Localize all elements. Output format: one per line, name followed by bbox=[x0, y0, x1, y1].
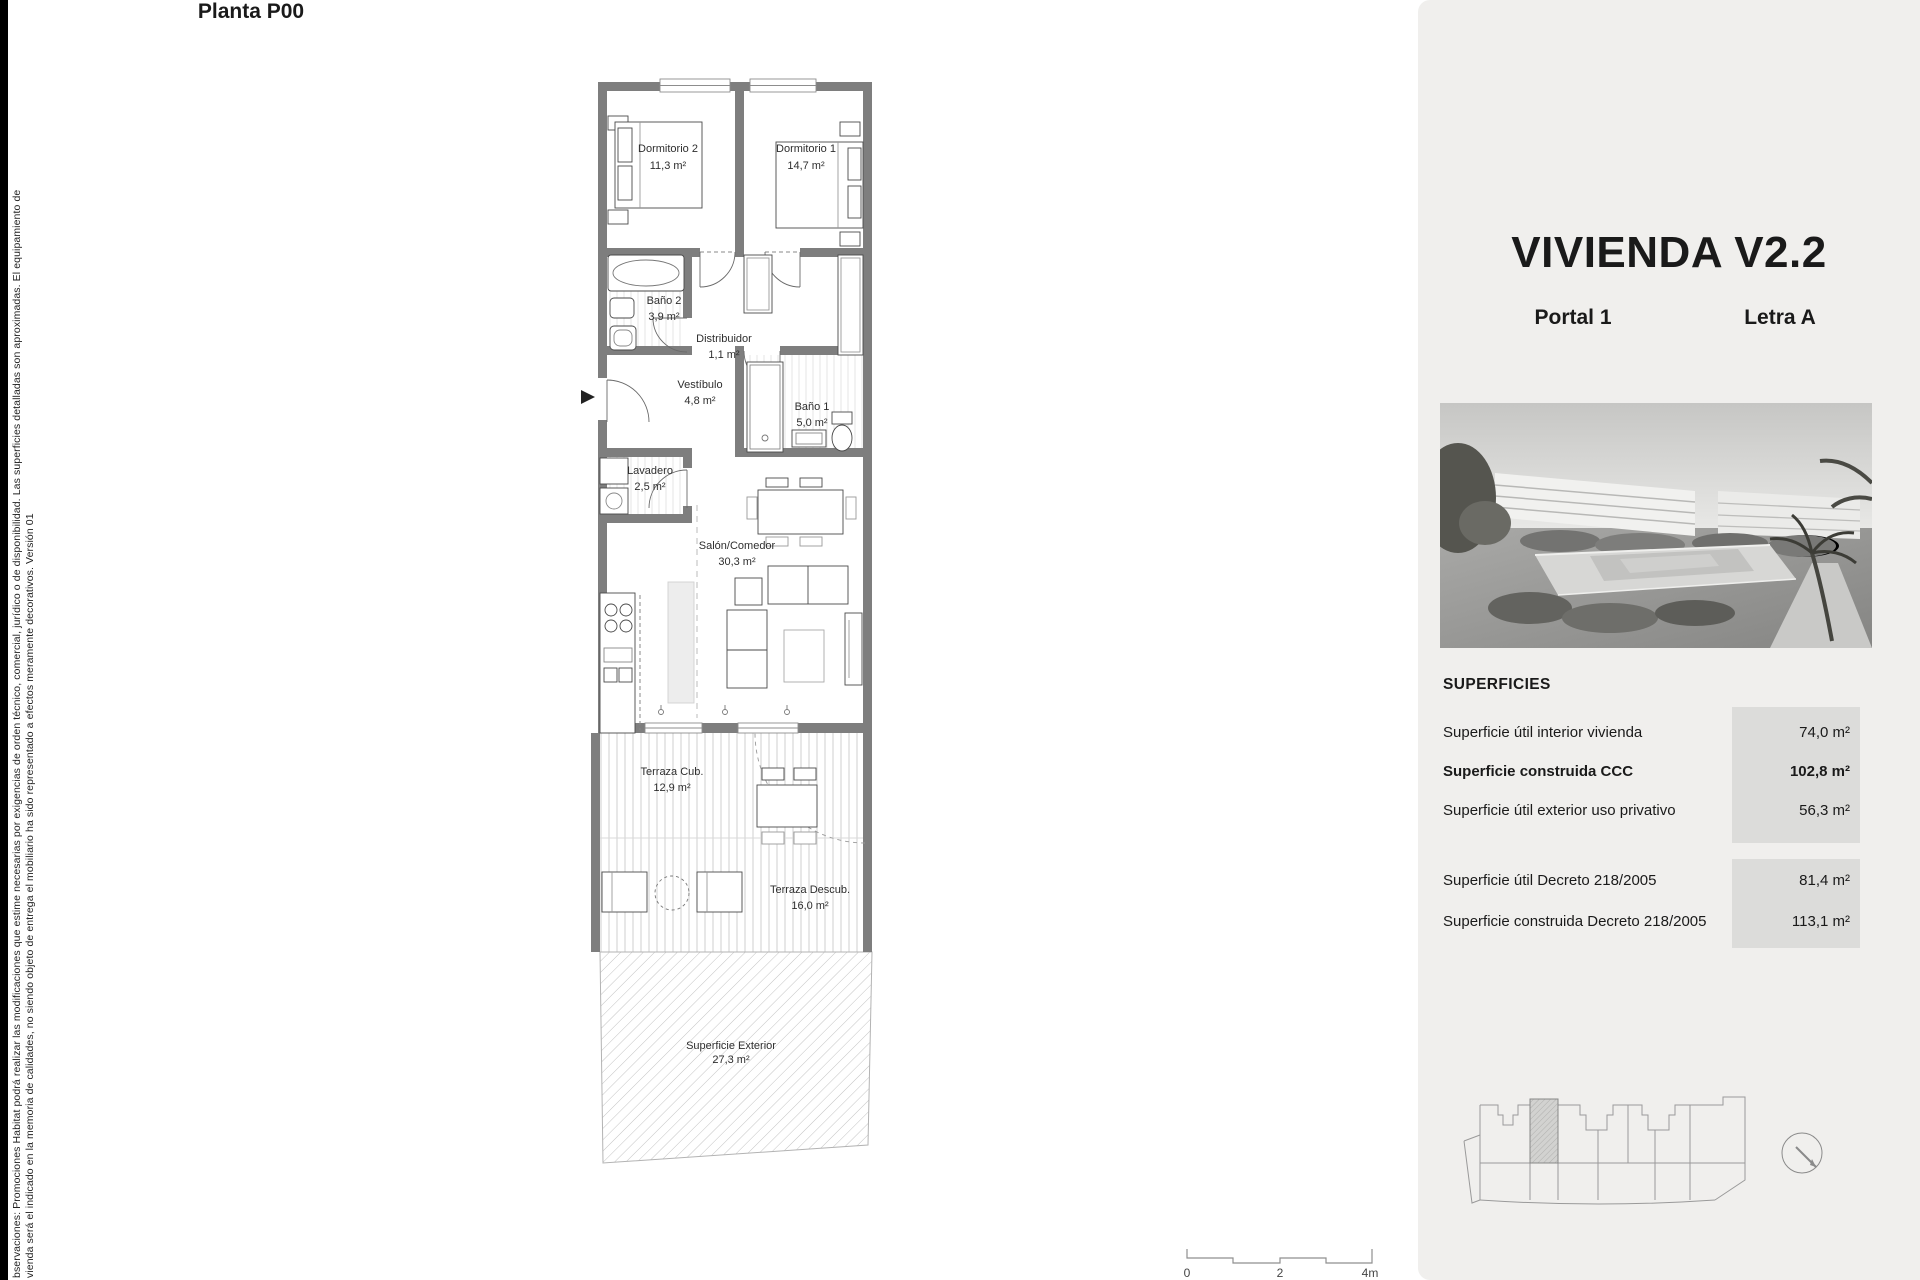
keyplan-outline bbox=[1464, 1097, 1745, 1204]
disclaimer-line-2: vienda será el indicado en la memoria de calidades, no siendo objeto de entrega el mobiliario ha sido representado a efectos meramente decorativos. Versión 01 bbox=[24, 513, 36, 1278]
keyplan-svg bbox=[1450, 1075, 1910, 1245]
planta-label: Planta P00 bbox=[197, 0, 305, 23]
superficie-value: 113,1 m² bbox=[1791, 913, 1850, 930]
scale-bar bbox=[1184, 1249, 1379, 1280]
room-label: Vestíbulo bbox=[677, 379, 723, 391]
room-area: 2,5 m² bbox=[634, 481, 666, 493]
room-area: 5,0 m² bbox=[796, 417, 828, 429]
superficie-label: Superficie útil exterior uso privativo bbox=[1443, 802, 1676, 819]
room-label: Dormitorio 1 bbox=[776, 143, 836, 155]
superficie-label: Superficie construida CCC bbox=[1443, 763, 1634, 780]
render-illustration bbox=[1440, 403, 1872, 648]
room-area: 27,3 m² bbox=[712, 1054, 750, 1066]
compass-icon bbox=[1782, 1133, 1822, 1173]
superficie-label: Superficie construida Decreto 218/2005 bbox=[1443, 913, 1707, 930]
room-area: 14,7 m² bbox=[787, 160, 825, 172]
room-area: 12,9 m² bbox=[653, 782, 691, 794]
room-area: 11,3 m² bbox=[649, 160, 687, 172]
entrance-arrow-icon bbox=[581, 390, 595, 404]
room-label: Superficie Exterior bbox=[686, 1040, 776, 1052]
portal-label: Portal 1 bbox=[1534, 306, 1612, 329]
superficies-heading: SUPERFICIES bbox=[1443, 676, 1551, 693]
light-symbols bbox=[659, 705, 790, 715]
superficie-label: Superficie útil interior vivienda bbox=[1443, 724, 1643, 741]
room-area: 1,1 m² bbox=[708, 349, 740, 361]
superficie-value: 81,4 m² bbox=[1799, 872, 1850, 889]
keyplan-unit-highlight bbox=[1530, 1099, 1558, 1163]
room-label: Baño 2 bbox=[646, 295, 682, 307]
room-area: 16,0 m² bbox=[791, 900, 829, 912]
room-label: Dormitorio 2 bbox=[638, 143, 698, 155]
room-label: Terraza Cub. bbox=[640, 766, 704, 778]
project-render-photo bbox=[1440, 403, 1872, 648]
superficie-value: 74,0 m² bbox=[1799, 724, 1850, 741]
superficie-value: 56,3 m² bbox=[1799, 802, 1850, 819]
scale-2: 2 bbox=[1276, 1266, 1284, 1280]
superficie-value: 102,8 m² bbox=[1789, 763, 1850, 780]
superficie-label: Superficie útil Decreto 218/2005 bbox=[1443, 872, 1657, 889]
scale-4m: 4m bbox=[1361, 1266, 1379, 1280]
unit-title: VIVIENDA V2.2 bbox=[1511, 228, 1827, 277]
disclaimer-line-1: bservaciones: Promociones Habitat podrá realizar las modificaciones que estime necesarias por exigencias de orden técnico, comercial, jurídico o de disponibilidad. Las superficies detalladas son aproximadas. El equipamiento de bbox=[11, 189, 23, 1278]
room-area: 30,3 m² bbox=[718, 556, 756, 568]
room-label: Baño 1 bbox=[794, 401, 830, 413]
room-area: 4,8 m² bbox=[684, 395, 716, 407]
terrace-decking bbox=[600, 733, 863, 952]
room-label: Salón/Comedor bbox=[698, 540, 776, 552]
letra-label: Letra A bbox=[1744, 306, 1816, 329]
room-label: Lavadero bbox=[627, 465, 673, 477]
room-area: 3,9 m² bbox=[648, 311, 680, 323]
room-label: Terraza Descub. bbox=[769, 884, 851, 896]
scale-0: 0 bbox=[1183, 1266, 1191, 1280]
room-label: Distribuidor bbox=[696, 333, 752, 345]
